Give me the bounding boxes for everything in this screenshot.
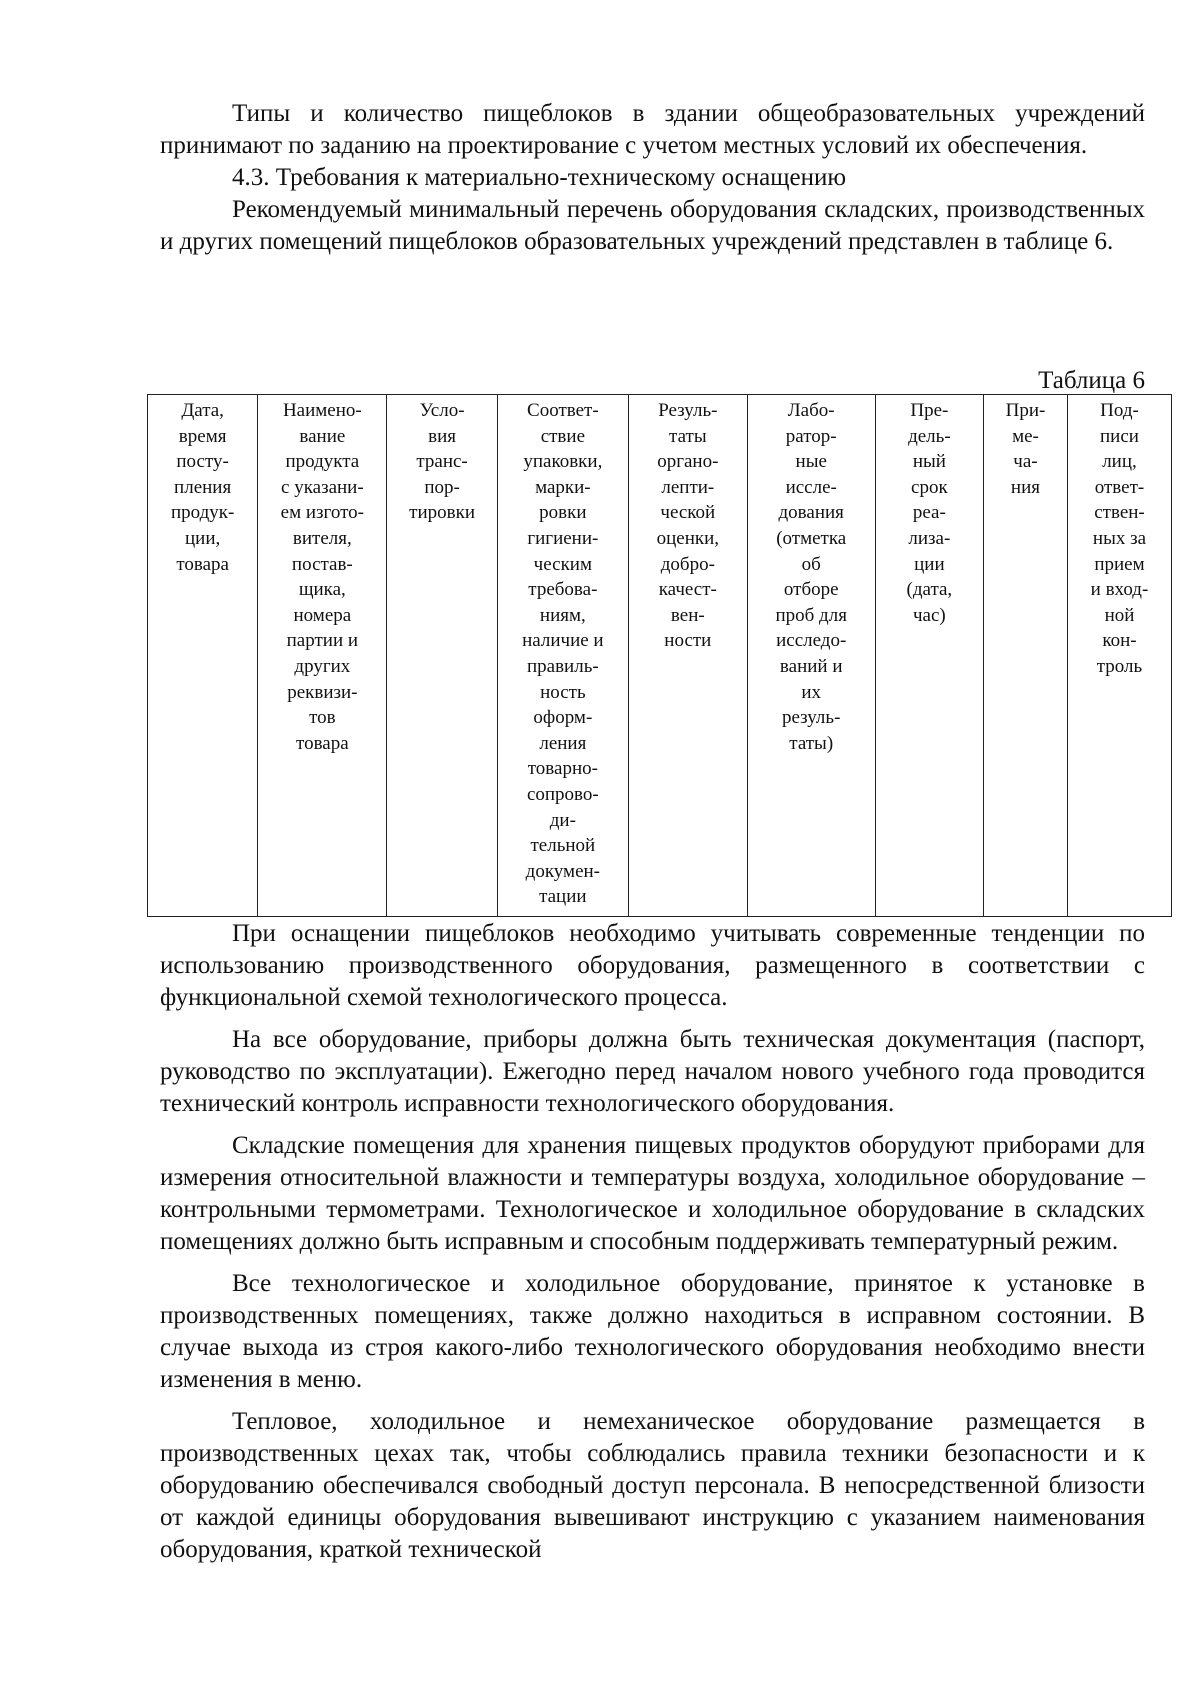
table-header-cell: Резуль- таты органо- лепти- ческой оценки, добро- качест- вен- ности bbox=[628, 395, 747, 917]
table-header-cell: При- ме- ча- ния bbox=[983, 395, 1067, 917]
table-header-row bbox=[148, 395, 1172, 917]
equipment-table bbox=[147, 394, 1172, 917]
table-header-cell: Соответ- ствие упаковки, марки- ровки гигиени- ческим требова- ниям, наличие и правиль- ность оформ- ления товарно- сопрово- ди- тельной докумен- тации bbox=[497, 395, 628, 917]
body-paragraph-3: Складские помещения для хранения пищевых продуктов оборудуют приборами для измерения относительной влажности и температуры воздуха, холодильное оборудование – контрольными термометрами. Технологическое и холодильное оборудование в складских помещениях должно быть исправным и способным поддерживать температурный режим. bbox=[160, 1132, 1145, 1255]
table-header-cell: Усло- вия транс- пор- тировки bbox=[387, 395, 497, 917]
table-caption: Таблица 6 bbox=[1038, 367, 1145, 394]
table-header-cell: Лабо- ратор- ные иссле- дования (отметка об отборе проб для исследо- ваний и их резуль- таты) bbox=[747, 395, 875, 917]
body-paragraph-4: Все технологическое и холодильное оборудование, принятое к установке в производственных помещениях, также должно находиться в исправном состоянии. В случае выхода из строя какого-либо технологического оборудования необходимо внести изменения в меню. bbox=[160, 1270, 1145, 1393]
body-paragraph-2: На все оборудование, приборы должна быть техническая документация (паспорт, руководство по эксплуатации). Ежегодно перед началом нового учебного года проводится технический контроль исправности технологического оборудования. bbox=[160, 1026, 1145, 1117]
section-heading: 4.3. Требования к материально-техническому оснащению bbox=[232, 164, 847, 191]
body-text bbox=[160, 918, 1145, 1566]
table-header-cell: Пре- дель- ный срок реа- лиза- ции (дата, час) bbox=[875, 395, 983, 917]
body-paragraph-5: Тепловое, холодильное и немеханическое оборудование размещается в производственных цехах так, чтобы соблюдались правила техники безопасности и к оборудованию обеспечивался свободный доступ персонала. В непосредственной близости от каждой единицы оборудования вывешивают инструкцию с указанием наименования оборудования, краткой технической bbox=[160, 1408, 1145, 1563]
intro-paragraph-2: Рекомендуемый минимальный перечень оборудования складских, производственных и других помещений пищеблоков образовательных учреждений представлен в таблице 6. bbox=[160, 196, 1145, 255]
intro-paragraph-1: Типы и количество пищеблоков в здании общеобразовательных учреждений принимают по заданию на проектирование с учетом местных условий их обеспечения. bbox=[160, 100, 1145, 159]
document-page bbox=[160, 98, 1149, 1563]
table-container bbox=[147, 394, 1172, 917]
table-header-cell: Наимено- вание продукта с указани- ем изгото- вителя, постав- щика, номера партии и других реквизи- тов товара bbox=[258, 395, 387, 917]
table-header-cell: Под- писи лиц, ответ- ствен- ных за прием и вход- ной кон- троль bbox=[1067, 395, 1171, 917]
body-paragraph-1: При оснащении пищеблоков необходимо учитывать современные тенденции по использованию производственного оборудования, размещенного в соответствии с функциональной схемой технологического процесса. bbox=[160, 920, 1145, 1011]
table-header-cell: Дата, время посту- пления продук- ции, товара bbox=[148, 395, 258, 917]
